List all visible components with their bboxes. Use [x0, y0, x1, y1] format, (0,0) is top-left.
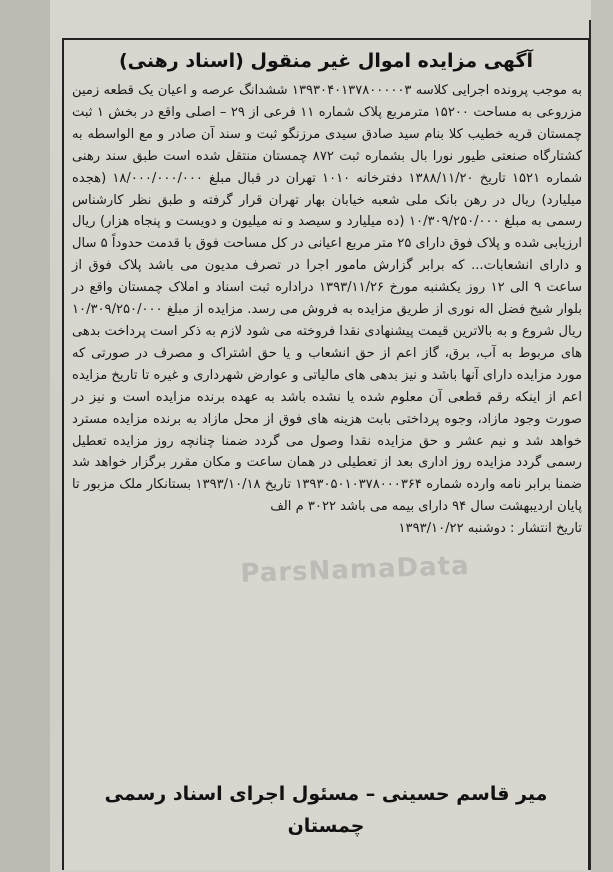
notice-body	[72, 80, 582, 540]
signature-name-title: میر قاسم حسینی – مسئول اجرای اسناد رسمی	[104, 783, 548, 805]
notice-publish-date: تاریخ انتشار : دوشنبه ۱۳۹۳/۱۰/۲۲	[398, 521, 582, 537]
watermark: ParsNamaData	[239, 551, 471, 589]
adjacent-column-left	[0, 0, 50, 872]
notice-body-text: به موجب پرونده اجرایی کلاسه ۱۳۹۳۰۴۰۱۳۷۸۰۰۰۰۰۳ ششدانگ عرصه و اعیان یک قطعه زمین مزروعی به مساحت ۱۵۲۰۰ مترمربع پلاک شماره ۱۱ فرعی از ۲۹ – اصلی واقع در بخش ۱ ثبت چمستان قریه خطیب کلا بنام سید صادق سیدی مرزنگو ثبت و سند آن صادر و مع الواسطه به کشتارگاه صنعتی طیور نورا بال بشماره ثبت ۸۷۲ چمستان منتقل شده است طبق سند رهنی شماره ۱۵۲۱ تاریخ ۱۳۸۸/۱۱/۲۰ دفترخانه ۱۰۱۰ تهران در قبال مبلغ ۱۸/۰۰۰/۰۰۰/۰۰۰ (هجده میلیارد) ریال در رهن بانک ملی شعبه خیابان بهار تهران قرار گرفته و طبق نظر کارشناس رسمی به مبلغ ۱۰/۳۰۹/۲۵۰/۰۰۰ (ده میلیارد و سیصد و نه میلیون و دویست و پنجاه هزار) ریال ارزیابی شده و پلاک فوق دارای ۲۵ متر مربع اعیانی در کل مساحت فوق با قدمت حدوداً ۵ سال و دارای انشعابات... که برابر گزارش مامور اجرا در تصرف مدیون می باشد پلاک فوق از ساعت ۹ الی ۱۲ روز یکشنبه مورخ ۱۳۹۳/۱۱/۲۶ دراداره ثبت اسناد و املاک چمستان واقع در بلوار شیخ فضل اله نوری از طریق مزایده به فروش می رسد. مزایده از مبلغ ۱۰/۳۰۹/۲۵۰/۰۰۰ ریال شروع و به بالاترین قیمت پیشنهادی نقدا فروخته می شود لازم به ذکر است پرداخت بدهی های مربوط به آب، برق، گاز اعم از حق انشعاب و یا حق اشتراک و مصرف در صورتی که مورد مزایده دارای آنها باشد و نیز بدهی های مالیاتی و عوارض شهرداری و غیره تا تاریخ مزایده اعم از اینکه رقم قطعی آن معلوم شده یا نشده باشد به عهده برنده مزایده است و نیز در صورت وجود مازاد، وجوه پرداختی بابت هزینه های فوق از محل مازاد به برنده مزایده مسترد خواهد شد و نیم عشر و حق مزایده نقدا وصول می گردد ضمنا چنانچه روز مزایده تعطیل رسمی گردد مزایده روز اداری بعد از تعطیلی در همان ساعت و مکان مقرر برگزار خواهد شد ضمنا برابر نامه وارده شماره ۱۳۹۳۰۵۰۱۰۳۷۸۰۰۰۳۶۴ تاریخ ۱۳۹۳/۱۰/۱۸ بستانکار ملک مزبور تا پایان اردیبهشت سال ۹۴ دارای بیمه می باشد ۳۰۲۲ م الف	[72, 83, 583, 515]
notice-title: آگهی مزایده اموال غیر منقول (اسناد رهنی)	[118, 50, 534, 72]
notice-signature	[64, 778, 588, 842]
signature-office: چمستان	[287, 815, 365, 837]
auction-notice-box	[62, 38, 590, 870]
adjacent-column-right	[591, 0, 613, 872]
